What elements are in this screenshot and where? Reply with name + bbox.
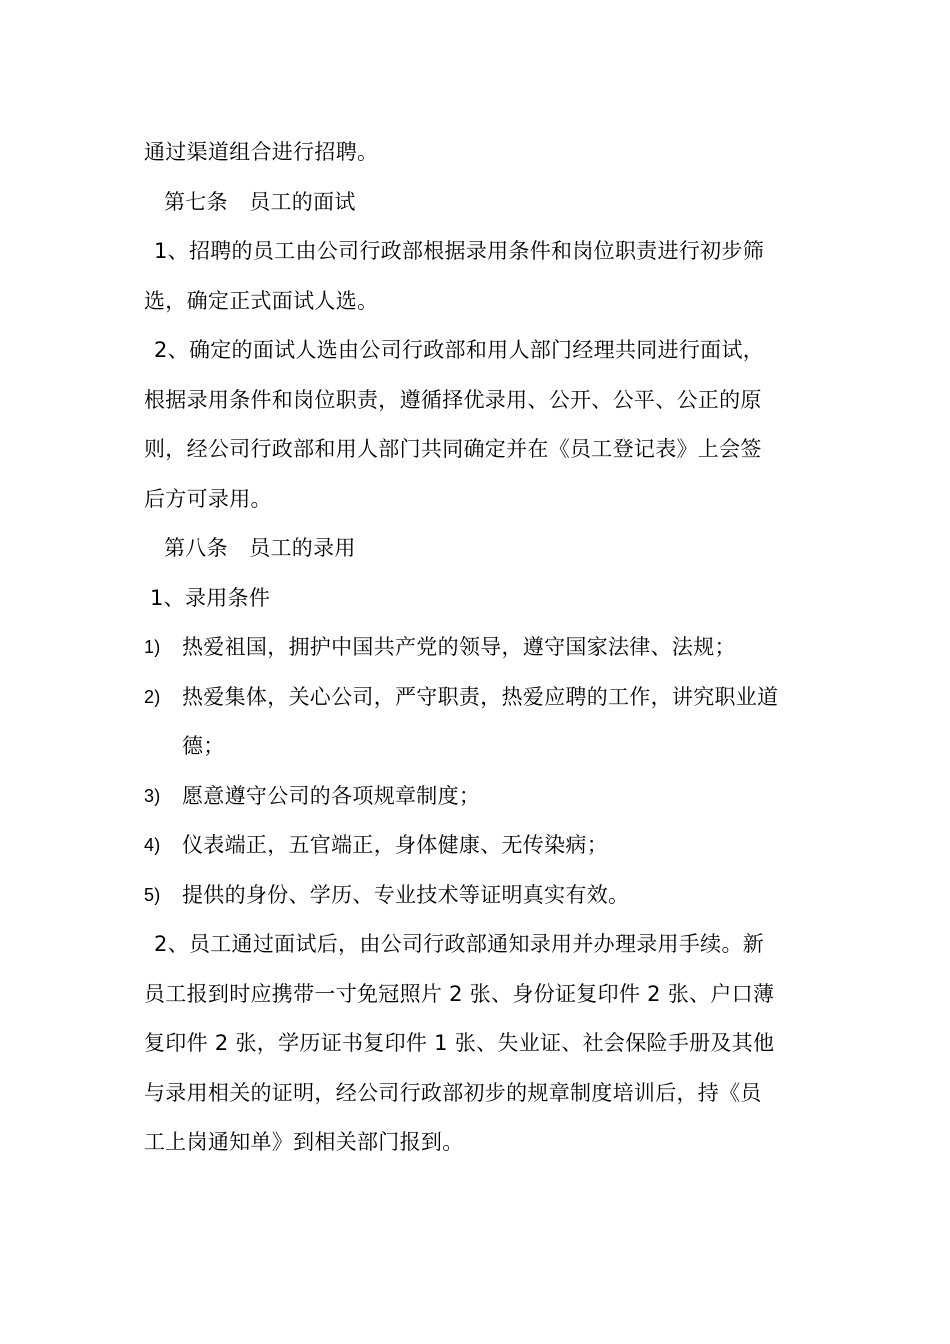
list-item xyxy=(144,871,810,921)
interview-item-2-line: 后方可录用。 xyxy=(144,486,272,511)
list-item-text: 热爱祖国，拥护中国共产党的领导，遵守国家法律、法规； xyxy=(182,635,736,659)
list-item xyxy=(144,673,810,723)
interview-item-2-line: 2、确定的面试人选由公司行政部和用人部门经理共同进行面试， xyxy=(154,338,765,362)
article-7-heading: 第七条 员工的面试 xyxy=(164,189,356,214)
list-item-number: 5) xyxy=(144,884,161,905)
paragraph-line: 通过渠道组合进行招聘。 xyxy=(144,140,379,164)
list-item-number: 1) xyxy=(144,637,161,657)
list-item xyxy=(144,623,810,673)
list-item-number: 3) xyxy=(144,785,161,806)
list-item xyxy=(144,821,810,871)
hiring-conditions-heading: 1、录用条件 xyxy=(150,585,271,610)
list-item-text: 热爱集体，关心公司，严守职责，热爱应聘的工作，讲究职业道 xyxy=(182,684,779,709)
list-item-number: 2) xyxy=(144,686,161,707)
interview-item-1-line: 1、招聘的员工由公司行政部根据录用条件和岗位职责进行初步筛 xyxy=(154,239,765,263)
interview-item-1-line: 选，确定正式面试人选。 xyxy=(144,288,379,313)
hiring-procedure-line: 工上岗通知单》到相关部门报到。 xyxy=(144,1130,464,1154)
interview-item-2-line: 根据录用条件和岗位职责，遵循择优录用、公开、公平、公正的原 xyxy=(144,387,762,412)
list-item-number: 4) xyxy=(144,835,161,855)
list-item-continuation: 德； xyxy=(182,734,225,758)
conditions-list xyxy=(144,623,810,920)
hiring-procedure-line: 与录用相关的证明，经公司行政部初步的规章制度培训后，持《员 xyxy=(144,1080,762,1105)
hiring-procedure-line: 复印件 2 张，学历证书复印件 1 张、失业证、社会保险手册及其他 xyxy=(144,1031,775,1055)
list-item-text: 仪表端正，五官端正，身体健康、无传染病； xyxy=(182,833,608,857)
interview-item-2-line: 则，经公司行政部和用人部门共同确定并在《员工登记表》上会签 xyxy=(144,437,762,461)
list-item xyxy=(144,772,810,822)
hiring-procedure-line: 2、员工通过面试后，由公司行政部通知录用并办理录用手续。新 xyxy=(154,932,765,956)
list-item-text: 提供的身份、学历、专业技术等证明真实有效。 xyxy=(182,882,630,907)
article-8-heading: 第八条 员工的录用 xyxy=(164,536,356,560)
document-body xyxy=(144,128,810,1168)
list-item-text: 愿意遵守公司的各项规章制度； xyxy=(182,783,481,808)
hiring-procedure-line: 员工报到时应携带一寸免冠照片 2 张、身份证复印件 2 张、户口薄 xyxy=(144,981,775,1006)
